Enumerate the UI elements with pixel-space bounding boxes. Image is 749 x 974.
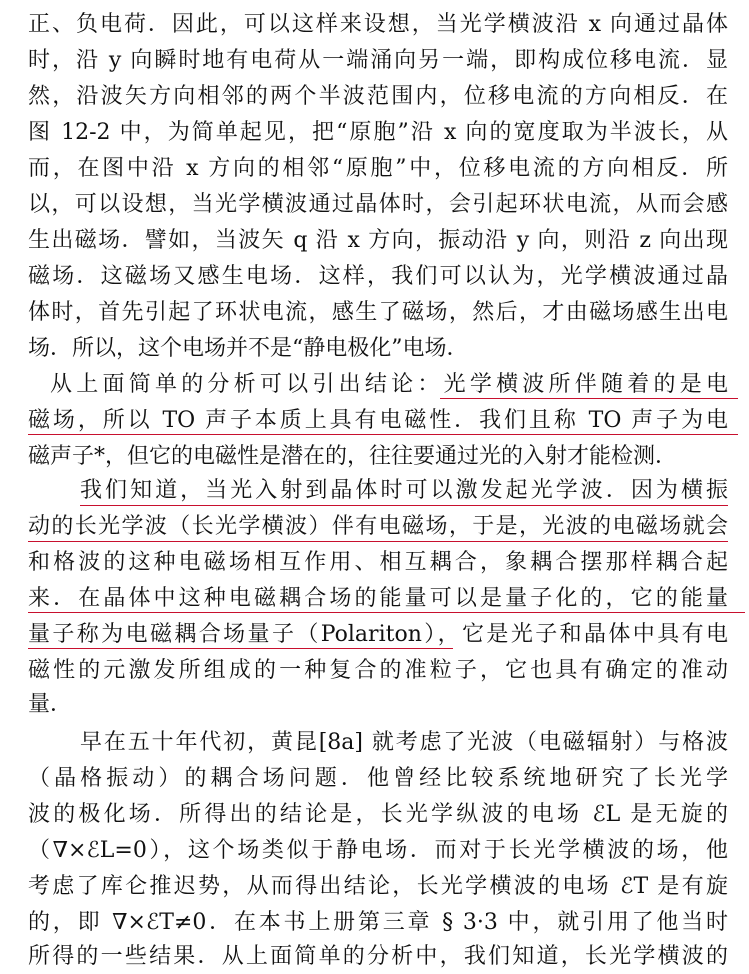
text-line: 考虑了库仑推迟势，从而得出结论，长光学横波的电场 ℰT 是有旋 — [28, 874, 728, 899]
text-line: 以，可以设想，当光学横波通过晶体时，会引起环状电流，从而会感 — [28, 192, 728, 217]
underline-mark — [80, 505, 728, 506]
text-line: 场．所以，这个电场并不是“静电极化”电场． — [28, 336, 469, 361]
text-line: 磁性的元激发所组成的一种复合的准粒子，它也具有确定的准动 — [28, 658, 728, 683]
text-line: 量子称为电磁耦合场量子（Polariton），它是光子和晶体中具有电 — [28, 622, 728, 647]
text-line: 图 12-2 中，为简单起见，把“原胞”沿 x 向的宽度取为半波长，从 — [28, 120, 728, 145]
underline-mark — [440, 398, 738, 399]
page-edge — [745, 0, 749, 971]
text-line: 体时，首先引起了环状电流，感生了磁场，然后，才由磁场感生出电 — [28, 300, 728, 325]
text-line: 磁场．这磁场又感生电场．这样，我们可以认为，光学横波通过晶 — [28, 264, 728, 289]
text-line: 生出磁场．譬如，当波矢 q 沿 x 方向，振动沿 y 向，则沿 z 向出现 — [28, 228, 728, 253]
underline-mark — [28, 541, 728, 542]
text-line: 波的极化场．所得出的结论是，长光学纵波的电场 ℰL 是无旋的 — [28, 802, 728, 827]
text-line: 磁场，所以 TO 声子本质上具有电磁性．我们且称 TO 声子为电 — [28, 408, 728, 433]
text-line: 磁声子*，但它的电磁性是潜在的，往往要通过光的入射才能检测． — [28, 444, 678, 469]
text-line: 动的长光学波（长光学横波）伴有电磁场，于是，光波的电磁场就会 — [28, 514, 728, 539]
text-line: 而，在图中沿 x 方向的相邻“原胞”中，位移电流的方向相反．所 — [28, 156, 728, 181]
underline-mark — [28, 612, 748, 613]
text-line: 早在五十年代初，黄昆[8a] 就考虑了光波（电磁辐射）与格波 — [80, 730, 728, 755]
text-line: 量． — [28, 692, 73, 717]
underline-mark — [28, 434, 738, 435]
text-line: 的，即 ∇×ℰT≠0．在本书上册第三章 § 3·3 中，就引用了他当时 — [28, 910, 728, 935]
text-line: （∇×ℰL=0），这个场类似于静电场．而对于长光学横波的场，他 — [28, 838, 728, 863]
text-line: 来．在晶体中这种电磁耦合场的能量可以是量子化的，它的能量 — [28, 586, 728, 611]
text-line: 和格波的这种电磁场相互作用、相互耦合，象耦合摆那样耦合起 — [28, 550, 728, 575]
text-line: 所得的一些结果．从上面简单的分析中，我们知道，长光学横波的 — [28, 944, 728, 969]
underline-mark — [28, 648, 453, 649]
text-line: 从上面简单的分析可以引出结论：光学横波所伴随着的是电 — [50, 372, 728, 397]
text-line: 我们知道，当光入射到晶体时可以激发起光学波．因为横振 — [80, 478, 728, 503]
text-line: 正、负电荷．因此，可以这样来设想，当光学横波沿 x 向通过晶体 — [28, 12, 728, 37]
text-line: （晶格振动）的耦合场问题．他曾经比较系统地研究了长光学 — [28, 766, 728, 791]
text-line: 然，沿波矢方向相邻的两个半波范围内，位移电流的方向相反．在 — [28, 84, 728, 109]
text-line: 时，沿 y 向瞬时地有电荷从一端涌向另一端，即构成位移电流．显 — [28, 48, 728, 73]
